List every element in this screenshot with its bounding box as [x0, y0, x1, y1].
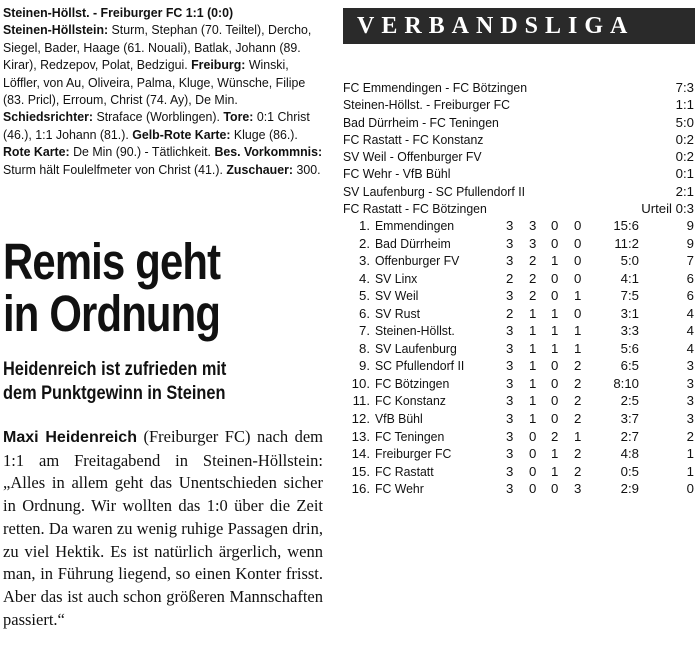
standings-row	[343, 253, 695, 271]
yellow-red-card-label: Gelb-Rote Karte:	[132, 126, 231, 142]
standings-points: 3	[686, 393, 694, 409]
standings-drawn: 0	[551, 358, 559, 374]
spectators-label: Zuschauer:	[226, 161, 294, 177]
standings-goals: 4:1	[620, 270, 639, 286]
standings-row	[343, 323, 695, 341]
referee-label: Schiedsrichter:	[3, 109, 94, 125]
result-match: FC Rastatt - FC Bötzingen	[343, 201, 487, 217]
standings-won: 2	[529, 270, 537, 286]
standings-points: 9	[686, 218, 694, 233]
goals-label: Tore:	[223, 109, 254, 125]
standings-team: Emmendingen	[375, 218, 455, 233]
standings-team: Freiburger FC	[375, 446, 452, 462]
standings-row	[343, 464, 695, 482]
standings-row	[343, 288, 695, 306]
standings-played: 3	[506, 358, 514, 374]
standings-won: 0	[529, 463, 537, 479]
standings-goals: 3:7	[620, 411, 639, 427]
standings-drawn: 0	[551, 375, 559, 391]
standings-table	[343, 218, 695, 499]
result-score: 0:1	[675, 166, 694, 182]
standings-goals: 7:5	[620, 288, 639, 304]
home-lineup-label: Steinen-Höllstein:	[3, 22, 109, 38]
standings-lost: 2	[574, 358, 582, 374]
standings-rank: 10.	[351, 375, 370, 391]
standings-played: 3	[506, 253, 514, 269]
standings-row	[343, 393, 695, 411]
standings-rank: 1.	[359, 218, 370, 233]
standings-points: 4	[686, 340, 694, 356]
result-match: FC Emmendingen - FC Bötzingen	[343, 80, 528, 95]
standings-points: 3	[686, 375, 694, 391]
standings-row	[343, 376, 695, 394]
standings-row	[343, 358, 695, 376]
standings-rank: 15.	[351, 463, 370, 479]
result-score: 0:2	[675, 131, 694, 147]
standings-row	[343, 271, 695, 289]
standings-team: FC Wehr	[375, 481, 424, 497]
standings-won: 3	[529, 218, 537, 233]
standings-drawn: 2	[551, 428, 559, 444]
standings-lost: 3	[574, 481, 582, 497]
standings-row	[343, 481, 695, 499]
standings-goals: 3:1	[620, 305, 639, 321]
standings-lost: 2	[574, 411, 582, 427]
headline-line-1: Remis geht	[3, 233, 221, 290]
standings-rank: 13.	[351, 428, 370, 444]
standings-lost: 0	[574, 235, 582, 251]
standings-played: 3	[506, 393, 514, 409]
standings-lost: 1	[574, 428, 582, 444]
standings-team: FC Konstanz	[375, 393, 446, 409]
special-event-label: Bes. Vorkommnis:	[214, 144, 323, 160]
standings-rank: 16.	[351, 481, 370, 497]
result-match: Bad Dürrheim - FC Teningen	[343, 114, 499, 130]
standings-won: 1	[529, 393, 537, 409]
home-lineup: Sturm, Stephan (70. Teiltel), Dercho, Siegel, Bader, Haage (61. Nouali), Batlak, Johann (89. Kirar), Redzepov, Polat, Bedzigui.	[3, 22, 312, 73]
standings-points: 9	[686, 235, 694, 251]
standings-rank: 9.	[359, 358, 370, 374]
standings-row	[343, 341, 695, 359]
result-score: 2:1	[675, 183, 694, 199]
standings-rank: 8.	[359, 340, 370, 356]
standings-won: 0	[529, 428, 537, 444]
standings-lost: 2	[574, 375, 582, 391]
standings-team: SC Pfullendorf II	[375, 358, 465, 374]
standings-goals: 6:5	[620, 358, 639, 374]
standings-rank: 7.	[359, 323, 370, 339]
standings-won: 1	[529, 358, 537, 374]
standings-goals: 11:2	[614, 235, 639, 251]
standings-team: SV Linx	[375, 270, 418, 286]
standings-played: 2	[506, 305, 514, 321]
standings-points: 1	[686, 446, 694, 462]
result-score: 7:3	[675, 80, 694, 95]
article-text: (Freiburger FC) nach dem 1:1 am Freitagabend in Steinen-Höllstein: „Alles in allem geht das Unentschieden sicher in Ordnung. Wir wollten das 1:0 über die Zeit retten. Da waren zu wenig ruhige Passagen drin, zu viel Hektik. Es ist natürlich ärgerlich, wenn man, in Führung liegend, so einen Konter frisst. Aber das ist auch schon größeren Mannschaften passiert.“	[3, 427, 323, 629]
result-row	[343, 184, 695, 201]
standings-played: 3	[506, 375, 514, 391]
standings-team: VfB Bühl	[375, 411, 423, 427]
standings-team: SV Rust	[375, 305, 420, 321]
standings-team: FC Teningen	[375, 428, 445, 444]
result-match: FC Wehr - VfB Bühl	[343, 166, 451, 182]
standings-lost: 0	[574, 305, 582, 321]
standings-won: 1	[529, 340, 537, 356]
standings-drawn: 1	[551, 305, 559, 321]
article-speaker: Maxi Heidenreich	[3, 429, 137, 446]
subheadline-line-2: dem Punktgewinn in Steinen	[3, 383, 226, 404]
standings-played: 3	[506, 323, 514, 339]
standings-team: FC Bötzingen	[375, 375, 450, 391]
standings-goals: 4:8	[620, 446, 639, 462]
standings-played: 3	[506, 481, 514, 497]
standings-team: FC Rastatt	[375, 463, 434, 479]
standings-points: 0	[686, 481, 694, 497]
standings-won: 1	[529, 323, 537, 339]
standings-team: Steinen-Höllst.	[375, 323, 455, 339]
result-row	[343, 149, 695, 166]
article-headline	[3, 233, 325, 342]
standings-points: 2	[686, 428, 694, 444]
standings-points: 7	[686, 253, 694, 269]
result-score: Urteil 0:3	[641, 201, 694, 217]
standings-won: 0	[529, 446, 537, 462]
result-row	[343, 166, 695, 183]
standings-lost: 0	[574, 270, 582, 286]
standings-lost: 1	[574, 323, 582, 339]
referee: Straface (Worblingen).	[93, 109, 220, 125]
standings-played: 3	[506, 235, 514, 251]
standings-won: 1	[529, 305, 537, 321]
standings-lost: 2	[574, 463, 582, 479]
standings-team: SV Laufenburg	[375, 340, 457, 356]
goals: 0:1 Christ (46.), 1:1 Johann (81.).	[3, 109, 310, 142]
match-report	[3, 4, 325, 178]
standings-rank: 11.	[352, 393, 370, 409]
standings-drawn: 0	[551, 393, 559, 409]
standings-rank: 4.	[359, 270, 370, 286]
standings-drawn: 0	[551, 481, 559, 497]
standings-rank: 14.	[351, 446, 370, 462]
result-match: SV Weil - Offenburger FV	[343, 149, 482, 165]
standings-team: Offenburger FV	[375, 253, 460, 269]
standings-drawn: 0	[551, 411, 559, 427]
standings-drawn: 1	[551, 323, 559, 339]
standings-row	[343, 218, 695, 236]
yellow-red-card: Kluge (86.).	[230, 126, 298, 142]
result-score: 5:0	[675, 114, 694, 130]
spectators: 300.	[293, 161, 321, 177]
standings-drawn: 1	[551, 446, 559, 462]
standings-rank: 3.	[359, 253, 370, 269]
standings-goals: 2:5	[620, 393, 639, 409]
standings-drawn: 1	[551, 340, 559, 356]
standings-drawn: 0	[551, 218, 559, 233]
standings-drawn: 1	[551, 253, 559, 269]
standings-points: 4	[686, 305, 694, 321]
standings-row	[343, 411, 695, 429]
red-card-label: Rote Karte:	[3, 144, 70, 160]
result-row	[343, 132, 695, 149]
result-score: 1:1	[675, 97, 694, 113]
standings-won: 2	[529, 288, 537, 304]
standings-rank: 2.	[359, 235, 370, 251]
standings-goals: 15:6	[613, 218, 639, 233]
red-card: De Min (90.) - Tätlichkeit.	[69, 144, 212, 160]
standings-won: 1	[529, 411, 537, 427]
standings-lost: 2	[574, 393, 582, 409]
result-match: SV Laufenburg - SC Pfullendorf II	[343, 183, 526, 199]
away-lineup: Winski, Löffler, von Au, Oliveira, Palma, Kluge, Wünsche, Filipe (83. Pricl), Erroum, Christ (74. Ay), De Min.	[3, 57, 306, 108]
standings-played: 3	[506, 218, 514, 233]
standings-goals: 2:9	[620, 481, 639, 497]
standings-team: Bad Dürrheim	[375, 235, 451, 251]
standings-row	[343, 429, 695, 447]
standings-goals: 8:10	[613, 375, 639, 391]
standings-lost: 0	[574, 218, 582, 233]
special-event: Sturm hält Foulelfmeter von Christ (41.).	[3, 161, 223, 177]
standings-lost: 0	[574, 253, 582, 269]
standings-played: 3	[506, 288, 514, 304]
standings-goals: 0:5	[620, 463, 639, 479]
standings-played: 3	[506, 428, 514, 444]
standings-row	[343, 236, 695, 254]
results-list	[343, 80, 695, 218]
result-row	[343, 97, 695, 114]
standings-lost: 1	[574, 340, 582, 356]
standings-lost: 2	[574, 446, 582, 462]
league-title: VERBANDSLIGA	[357, 13, 635, 39]
match-line: Steinen-Höllst. - Freiburger FC 1:1 (0:0)	[3, 5, 234, 20]
standings-points: 6	[686, 288, 694, 304]
article-body	[3, 426, 323, 631]
standings-won: 2	[529, 253, 537, 269]
standings-drawn: 1	[551, 463, 559, 479]
standings-won: 3	[529, 235, 537, 251]
league-banner	[343, 8, 695, 44]
standings-goals: 2:7	[620, 428, 639, 444]
standings-played: 3	[506, 463, 514, 479]
standings-won: 1	[529, 375, 537, 391]
standings-row	[343, 306, 695, 324]
standings-won: 0	[529, 481, 537, 497]
result-row	[343, 115, 695, 132]
subheadline-line-1: Heidenreich ist zufrieden mit	[3, 359, 227, 380]
standings-played: 2	[506, 270, 514, 286]
standings-points: 6	[686, 270, 694, 286]
result-match: Steinen-Höllst. - Freiburger FC	[343, 97, 510, 113]
standings-points: 3	[686, 358, 694, 374]
standings-goals: 3:3	[620, 323, 639, 339]
standings-drawn: 0	[551, 288, 559, 304]
standings-played: 3	[506, 411, 514, 427]
standings-rank: 6.	[359, 305, 370, 321]
article-subheadline	[3, 358, 325, 406]
standings-points: 1	[686, 463, 694, 479]
standings-points: 4	[686, 323, 694, 339]
standings-rank: 12.	[351, 411, 370, 427]
result-score: 0:2	[675, 149, 694, 165]
standings-goals: 5:0	[620, 253, 639, 269]
standings-rank: 5.	[359, 288, 370, 304]
standings-played: 3	[506, 340, 514, 356]
standings-lost: 1	[574, 288, 582, 304]
standings-played: 3	[506, 446, 514, 462]
result-row	[343, 80, 695, 97]
standings-drawn: 0	[551, 235, 559, 251]
standings-team: SV Weil	[375, 288, 419, 304]
standings-points: 3	[686, 411, 694, 427]
standings-row	[343, 446, 695, 464]
away-lineup-label: Freiburg:	[191, 57, 246, 73]
headline-line-2: in Ordnung	[3, 285, 221, 342]
result-row	[343, 201, 695, 218]
result-match: FC Rastatt - FC Konstanz	[343, 131, 484, 147]
standings-goals: 5:6	[620, 340, 639, 356]
match-report-text	[3, 4, 327, 178]
standings-drawn: 0	[551, 270, 559, 286]
